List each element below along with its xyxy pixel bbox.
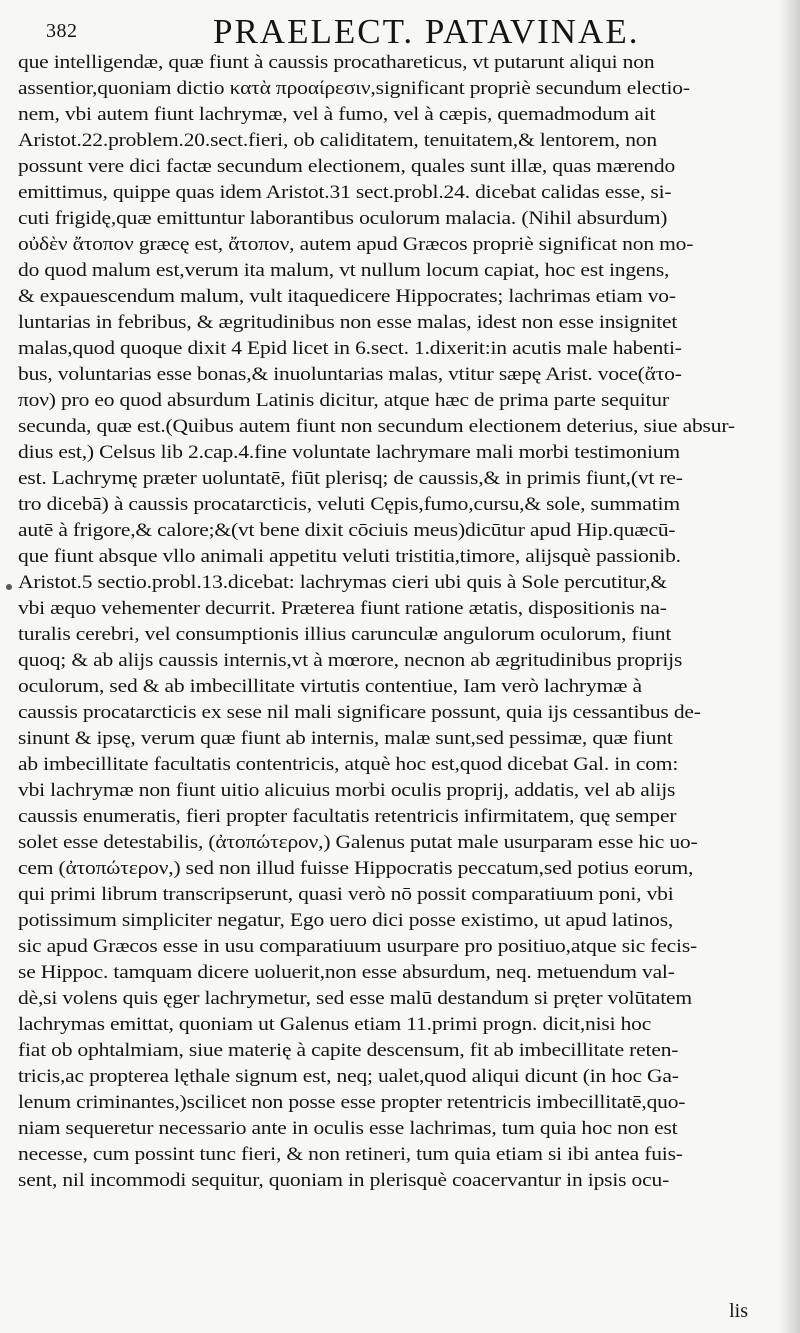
text-line: [18, 1012, 778, 1038]
text-line-content: Aristot.5 sectio.probl.13.dicebat: lachrymas cieri ubi quis à Sole percutitur,&: [18, 572, 667, 593]
text-line-content: que intelligendæ, quæ fiunt à caussis procathareticus, vt putarunt aliqui non: [18, 52, 655, 73]
running-head: PRAELECT. PATAVINAE.: [213, 12, 640, 51]
text-line-content: solet esse detestabilis, (ἀτοπώτερον,) Galenus putat male usurparam esse hic uo-: [18, 832, 698, 853]
text-line: [18, 544, 778, 570]
text-line-content: ab imbecillitate facultatis contentricis, atquè hoc est,quod dicebat Gal. in com:: [18, 754, 679, 775]
text-line-content: sinunt & ipsę, verum quæ fiunt ab internis, malæ sunt,sed pessimæ, quæ fiunt: [18, 728, 673, 749]
text-line-content: caussis procatarcticis ex sese nil mali significare possunt, quia ijs cessantibus de-: [18, 702, 701, 723]
text-line-content: do quod malum est,verum ita malum, vt nullum locum capiat, hoc est ingens,: [18, 260, 670, 281]
text-line-content: malas,quod quoque dixit 4 Epid licet in 6.sect. 1.dixerit:in acutis male habenti-: [18, 338, 682, 359]
text-line-content: autē à frigore,& calore;&(vt bene dixit cōciuis meus)dicūtur apud Hip.quæcū-: [18, 520, 676, 541]
catchword: lis: [729, 1300, 748, 1322]
text-line-content: sent, nil incommodi sequitur, quoniam in plerisquè coacervantur in ipsis ocu-: [18, 1170, 670, 1191]
page-number: 382: [46, 20, 78, 42]
page-edge-shadow: [778, 0, 800, 1333]
text-line-content: οὐδὲν ἄτοπον græcę est, ἄτοπον, autem apud Græcos propriè significat non mo-: [18, 234, 694, 255]
text-line: [18, 1168, 778, 1194]
text-line: [18, 362, 778, 388]
text-line: [18, 1142, 778, 1168]
text-line: [18, 180, 778, 206]
text-line: [18, 622, 778, 648]
text-line: [18, 310, 778, 336]
text-line-content: est. Lachrymę præter uoluntatē, fiūt plerisq; de caussis,& in primis fiunt,(vt re-: [18, 468, 683, 489]
body-text: [18, 50, 778, 1194]
text-line-content: secunda, quæ est.(Quibus autem fiunt non secundum electionem deterius, siue absur-: [18, 416, 735, 437]
text-line: [18, 960, 778, 986]
text-line-content: potissimum simpliciter negatur, Ego uero dici posse existimo, ut apud latinos,: [18, 910, 674, 931]
text-line-content: necesse, cum possint tunc fieri, & non retineri, tum quia etiam si ibi antea fuis-: [18, 1144, 683, 1165]
text-line-content: vbi lachrymæ non fiunt uitio alicuius morbi oculis proprij, addatis, vel ab alijs: [18, 780, 676, 801]
text-line-content: nem, vbi autem fiunt lachrymæ, vel à fumo, vel à cæpis, quemadmodum ait: [18, 104, 656, 125]
text-line: [18, 492, 778, 518]
text-line: [18, 856, 778, 882]
text-line: [18, 1090, 778, 1116]
text-line: [18, 284, 778, 310]
text-line-content: vbi æquo vehementer decurrit. Præterea fiunt ratione ætatis, dispositionis na-: [18, 598, 667, 619]
text-line: [18, 206, 778, 232]
text-line: [18, 440, 778, 466]
text-line: [18, 986, 778, 1012]
text-line-content: emittimus, quippe quas idem Aristot.31 sect.probl.24. dicebat calidas esse, si-: [18, 182, 672, 203]
text-line-content: bus, voluntarias esse bonas,& inuoluntarias malas, vtitur sæpę Arist. voce(ἄτο-: [18, 364, 682, 385]
text-line: [18, 102, 778, 128]
text-line-content: se Hippoc. tamquam dicere uoluerit,non esse absurdum, neq. metuendum val-: [18, 962, 675, 983]
text-line-content: que fiunt absque vllo animali appetitu veluti tristitia,timore, alijsquè passionib.: [18, 546, 681, 567]
text-line: [18, 778, 778, 804]
text-line: [18, 1064, 778, 1090]
text-line: [18, 388, 778, 414]
text-line: [18, 414, 778, 440]
text-line-content: lenum criminantes,)scilicet non posse esse propter retentricis imbecillitatē,quo-: [18, 1092, 686, 1113]
text-line: [18, 232, 778, 258]
text-line-content: quoq; & ab alijs caussis internis,vt à mœrore, necnon ab ægritudinibus proprijs: [18, 650, 683, 671]
text-line-content: caussis enumeratis, fieri propter facultatis retentricis infirmitatem, quę semper: [18, 806, 677, 827]
text-line: [18, 934, 778, 960]
text-line-content: tro dicebā) à caussis procatarcticis, veluti Cępis,fumo,cursu,& sole, summatim: [18, 494, 680, 515]
text-line-content: cuti frigidę,quæ emittuntur laborantibus oculorum malacia. (Nihil absurdum): [18, 208, 668, 229]
text-line-content: Aristot.22.problem.20.sect.fieri, ob caliditatem, tenuitatem,& lentorem, non: [18, 130, 657, 151]
text-line: [18, 1116, 778, 1142]
text-line-content: sic apud Græcos esse in usu comparatiuum usurpare pro positiuo,atque sic fecis-: [18, 936, 698, 957]
text-line: [18, 154, 778, 180]
text-line: [18, 648, 778, 674]
text-line: [18, 726, 778, 752]
text-line-content: turalis cerebri, vel consumptionis illius carunculæ angulorum oculorum, fiunt: [18, 624, 672, 645]
text-line: [18, 128, 778, 154]
text-line: [18, 596, 778, 622]
text-line-content: qui primi librum transcripserunt, quasi verò nō possit comparatiuum poni, vbi: [18, 884, 674, 905]
text-line-content: assentior,quoniam dictio κατὰ προαίρεσιν,significant propriè secundum electio-: [18, 78, 690, 99]
text-line-content: oculorum, sed & ab imbecillitate virtutis contentiue, Iam verò lachrymæ à: [18, 676, 642, 697]
text-line-content: & expauescendum malum, vult itaquedicere Hippocrates; lachrimas etiam vo-: [18, 286, 676, 307]
text-line: [18, 258, 778, 284]
text-line-content: cem (ἀτοπώτερον,) sed non illud fuisse Hippocratis peccatum,sed potius eorum,: [18, 858, 694, 879]
text-line-content: dius est,) Celsus lib 2.cap.4.fine voluntate lachrymare mali morbi testimonium: [18, 442, 680, 463]
text-line-content: niam sequeretur necessario ante in oculis esse lachrimas, tum quia hoc non est: [18, 1118, 678, 1139]
text-line: [18, 1038, 778, 1064]
text-line: [18, 76, 778, 102]
text-line: [18, 674, 778, 700]
text-line-content: dè,si volens quis ęger lachrymetur, sed esse malū destandum si pręter volūtatem: [18, 988, 692, 1009]
text-line: [18, 700, 778, 726]
text-line: [18, 466, 778, 492]
text-line-content: lachrymas emittat, quoniam ut Galenus etiam 11.primi progn. dicit,nisi hoc: [18, 1014, 652, 1035]
text-line-content: fiat ob ophtalmiam, siue materię à capite descensum, fit ab imbecillitate reten-: [18, 1040, 679, 1061]
text-line: [18, 336, 778, 362]
text-line-content: tricis,ac propterea lęthale signum est, neq; ualet,quod aliqui dicunt (in hoc Ga-: [18, 1066, 679, 1087]
margin-mark: [6, 584, 12, 590]
page-header: [38, 8, 758, 52]
text-line: [18, 830, 778, 856]
text-line-content: possunt vere dici factæ secundum electionem, quales sunt illæ, quas mærendo: [18, 156, 676, 177]
text-line-content: luntarias in febribus, & ægritudinibus non esse malas, idest non esse insignitet: [18, 312, 678, 333]
text-line: [18, 908, 778, 934]
text-line-content: πον) pro eo quod absurdum Latinis dicitur, atque hæc de prima parte sequitur: [18, 390, 669, 411]
text-line: [18, 804, 778, 830]
text-line: [18, 752, 778, 778]
text-line: [18, 50, 778, 76]
text-line: [18, 518, 778, 544]
text-line: [18, 570, 778, 596]
text-line: [18, 882, 778, 908]
